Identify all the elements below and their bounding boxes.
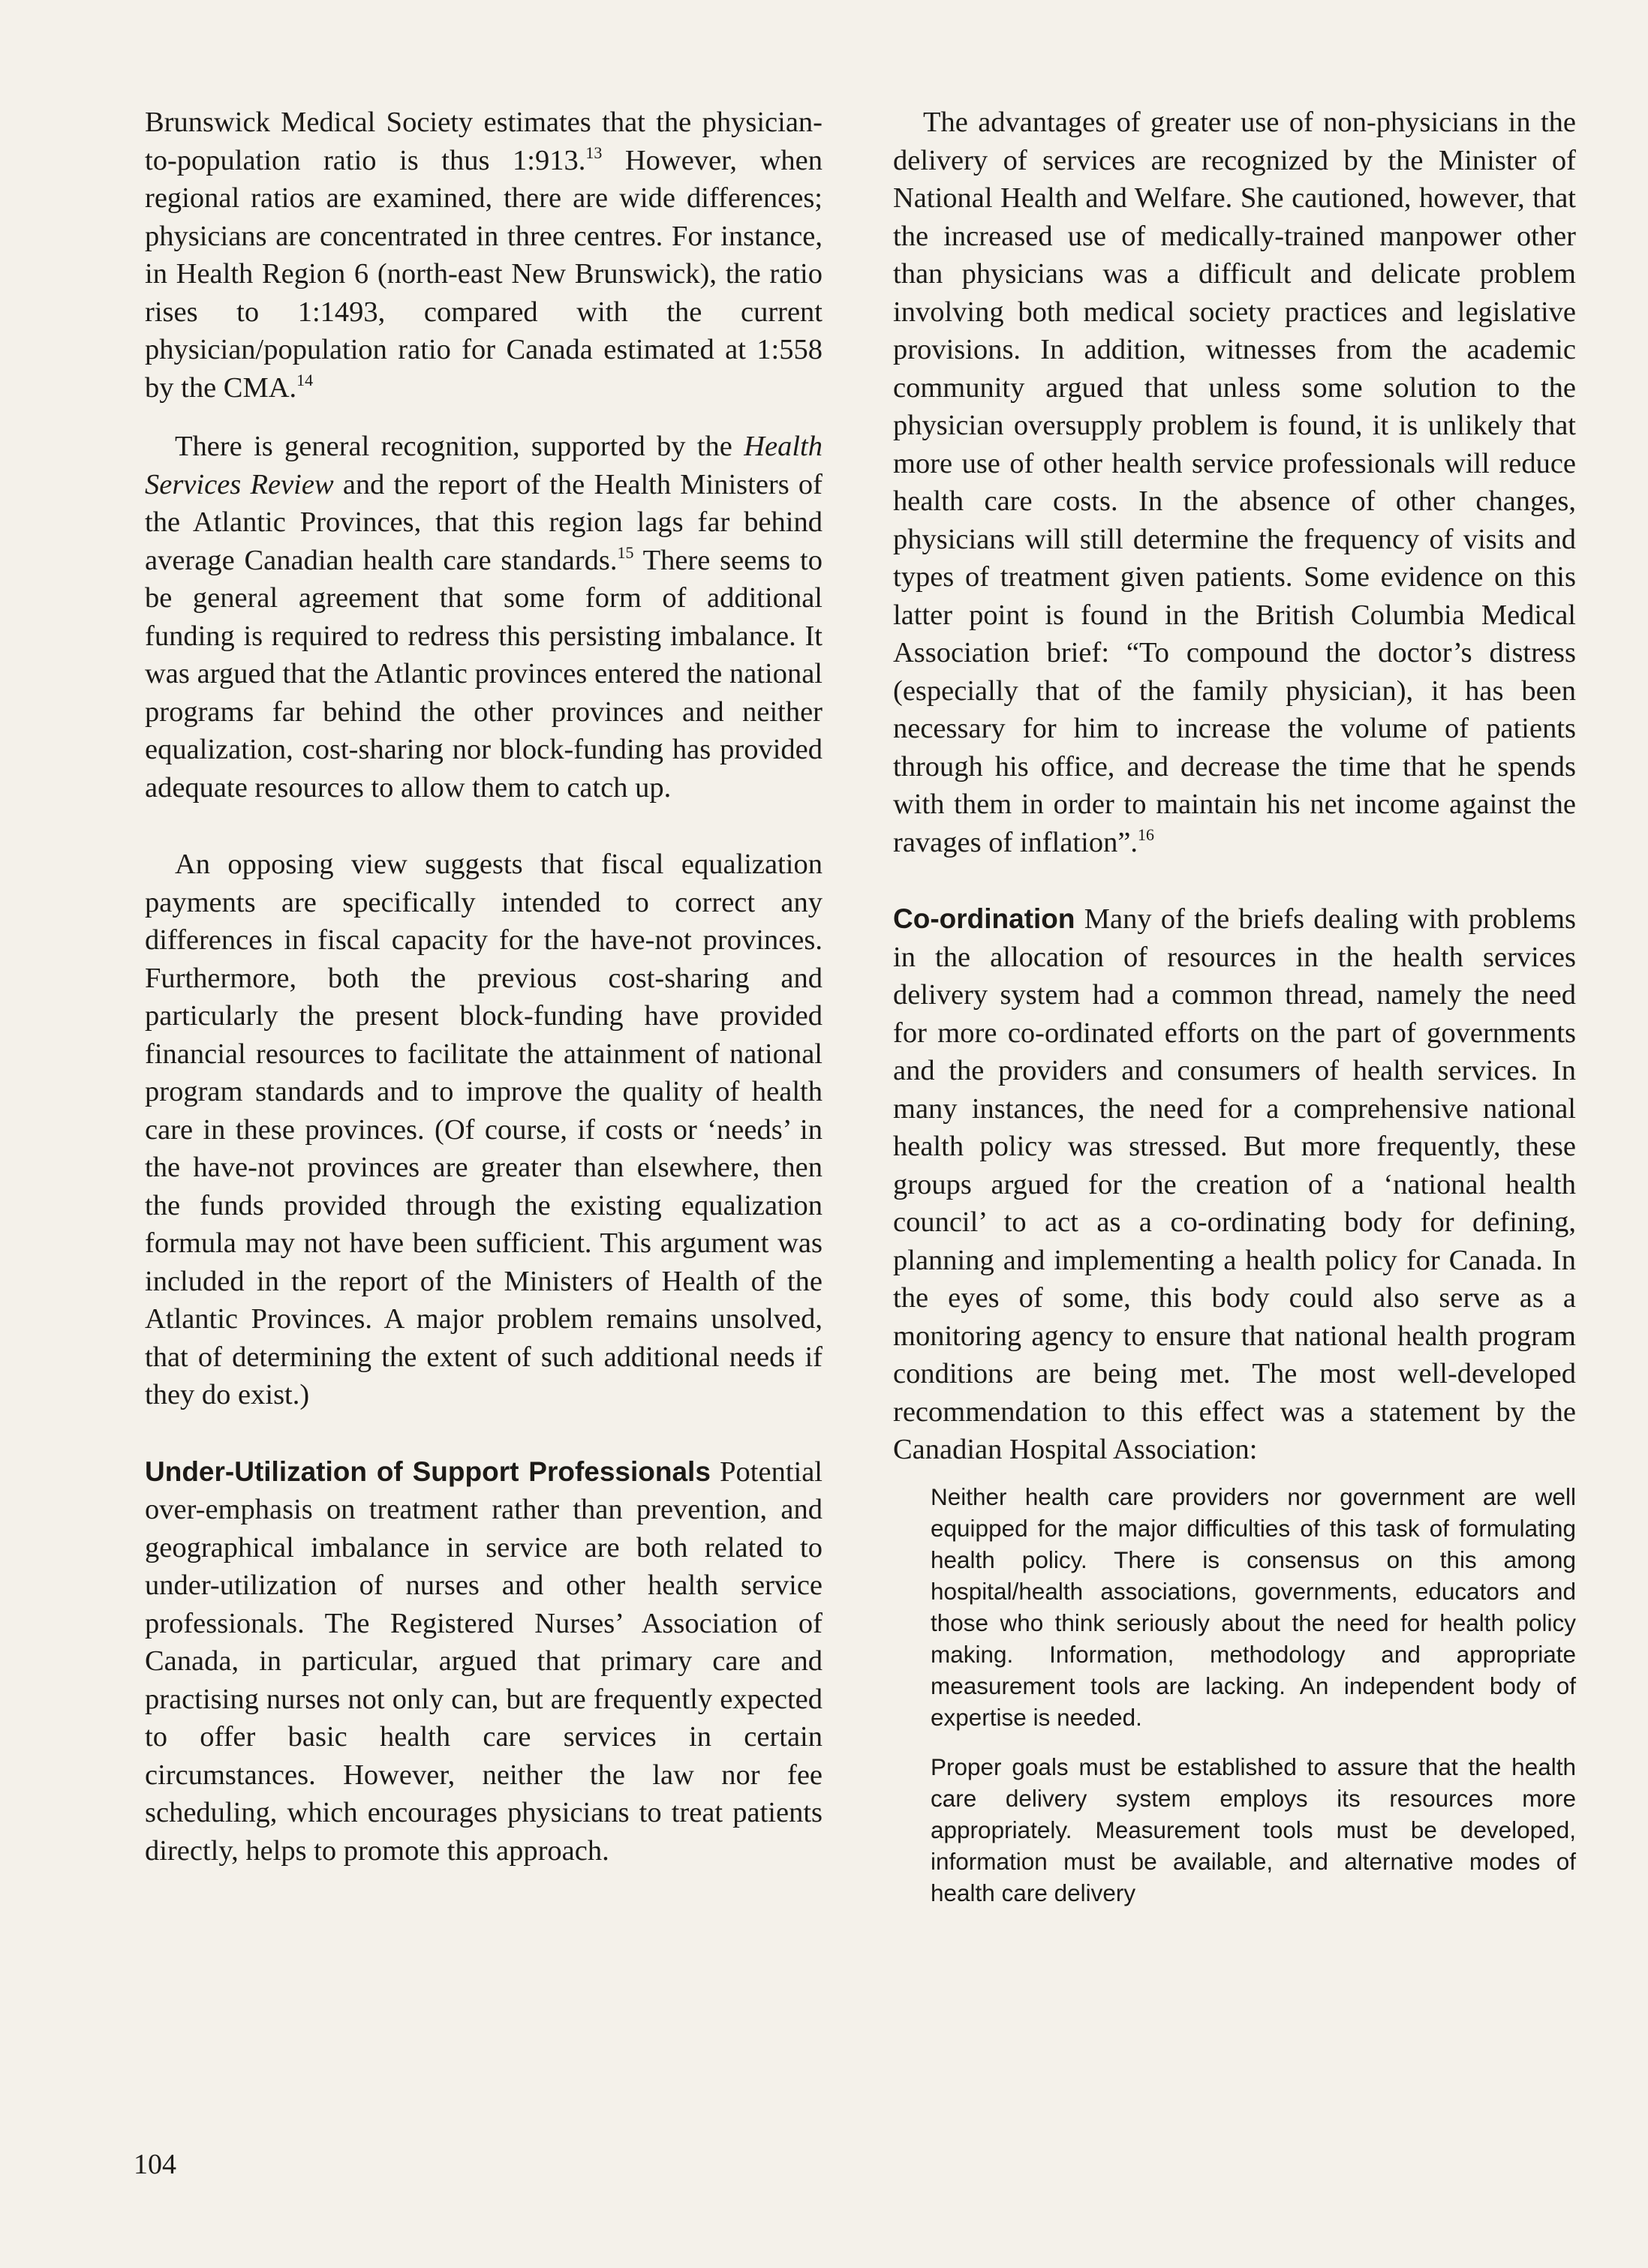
paragraph-physician-ratio xyxy=(145,104,822,407)
paragraph-opposing-view: An opposing view suggests that fiscal equalization payments are specifically intended to correct any differences in fiscal capacity for the have-not provinces. Furthermore, both the previous cost-sharing and particularly the present block-funding have provided financial resources to facilitate the attainment of national program standards and to improve the quality of health care in these provinces. (Of course, if costs or ‘needs’ in the have-not provinces are greater than elsewhere, then the funds provided through the existing equalization formula may not have been sufficient. This argument was included in the report of the Ministers of Health of the Atlantic Provinces. A major problem remains unsolved, that of determining the extent of such additional needs if they do exist.) xyxy=(145,849,822,1410)
text-span: Potential over-emphasis on treatment rather than prevention, and geographical imbalance in service are both related to under-utilization of nurses and other health service professionals. The Registered Nurses’ Association of Canada, in particular, argued that primary care and practising nurses not only can, but are frequently expected to offer basic health care services in certain circumstances. However, neither the law nor fee scheduling, which encourages physicians to treat patients directly, helps to promote this approach. xyxy=(145,1455,822,1867)
section-heading-under-utilization: Under-Utilization of Support Professionals xyxy=(145,1455,711,1487)
publication-title: Health Services Review xyxy=(145,431,822,500)
text-span: However, when regional ratios are examined, there are wide differences; physicians are concentrated in three centres. For instance, in Health Region 6 (north-east New Brunswick), the ratio rises to 1:1493, compared with the current physician/population ratio for Canada estimated at 1:558 by the CMA. xyxy=(145,144,822,404)
section-heading-co-ordination: Co-ordination xyxy=(893,903,1075,934)
text-span: Brunswick Medical Society estimates that the physician-to-population ratio is thus 1:913. xyxy=(145,107,822,176)
footnote-ref-13: 13 xyxy=(585,143,603,162)
text-span: Many of the briefs dealing with problems in the allocation of resources in the health services delivery system had a common thread, namely the need for more co-ordinated efforts on the part of governments and the providers and consumers of health services. In many instances, the need for a comprehensive national health policy was stressed. But more frequently, these groups argued for the creation of a ‘national health council’ to act as a co-ordinating body for defining, planning and implementing a health policy for Canada. In the eyes of some, this body could also serve as a monitoring agency to ensure that national health program conditions are being met. The most well-developed recommendation to this effect was a statement by the Canadian Hospital Association: xyxy=(893,903,1576,1465)
right-column xyxy=(893,104,1576,1909)
paragraph-under-utilization xyxy=(145,1453,822,1870)
text-span: There seems to be general agreement that some form of additional funding is required to redress this persisting imbalance. It was argued that the Atlantic provinces entered the national programs far behind the other provinces and neither equalization, cost-sharing nor block-funding has provided adequate resources to allow them to catch up. xyxy=(145,544,822,804)
text-span: and the report of the Health Ministers of the Atlantic Provinces, that this region lags far behind average Canadian health care standards. xyxy=(145,468,823,576)
block-quote-2: Proper goals must be established to assure that the health care delivery system employs its resources more appropriately. Measurement tools must be developed, information must be available, and alternative modes of health care delivery xyxy=(931,1753,1576,1906)
paragraph-co-ordination xyxy=(893,900,1576,1469)
left-column xyxy=(145,104,822,1870)
page-number: 104 xyxy=(134,2149,176,2180)
paragraph-non-physicians xyxy=(893,104,1576,861)
paragraph-general-recognition xyxy=(145,428,822,807)
text-span: The advantages of greater use of non-physicians in the delivery of services are recognized by the Minister of National Health and Welfare. She cautioned, however, that the increased use of medically-trained manpower other than physicians was a difficult and delicate problem involving both medical society practices and legislative provisions. In addition, witnesses from the academic community argued that unless some solution to the physician oversupply problem is found, it is unlikely that more use of other health service professionals will reduce health care costs. In the absence of other changes, physicians will still determine the frequency of visits and types of treatment given patients. Some evidence on this latter point is found in the British Columbia Medical Association brief: “To compound the doctor’s distress (especially that of the family physician), it has been necessary for him to increase the volume of patients through his office, and decrease the time that he spends with them in order to maintain his net income against the ravages of inflation”. xyxy=(893,107,1576,858)
footnote-ref-16: 16 xyxy=(1138,825,1155,844)
block-quote-1: Neither health care providers nor government are well equipped for the major difficulties of this task of formulating health policy. There is consensus on this among hospital/health associations, governments, educators and those who think seriously about the need for health policy making. Information, methodology and appropriate measurement tools are lacking. An independent body of expertise is needed. xyxy=(931,1482,1576,1731)
text-span: There is general recognition, supported by the xyxy=(175,431,744,462)
footnote-ref-14: 14 xyxy=(296,370,314,389)
footnote-ref-15: 15 xyxy=(617,542,634,562)
